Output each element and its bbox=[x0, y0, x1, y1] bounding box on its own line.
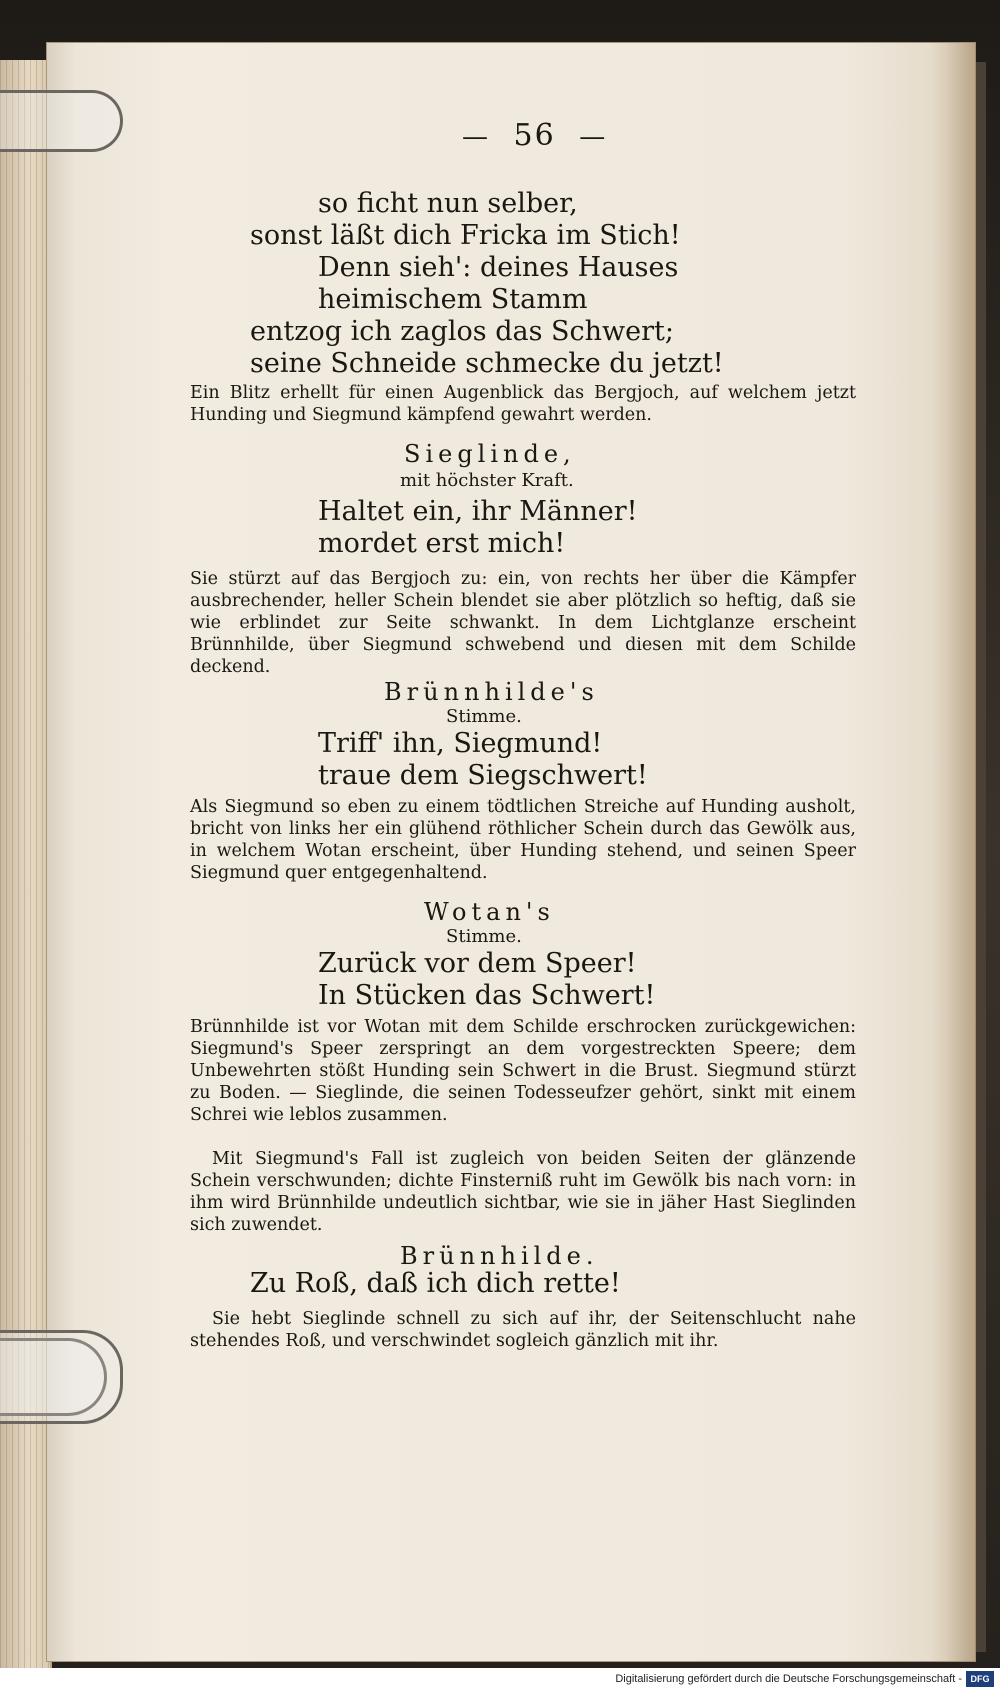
dfg-logo: DFG bbox=[966, 1671, 994, 1687]
page-clip-bottom-inner bbox=[0, 1338, 107, 1416]
page-shadow bbox=[976, 62, 986, 1652]
character-direction: Stimme. bbox=[446, 926, 522, 947]
stage-direction: Sie hebt Sieglinde schnell zu sich auf ihr, der Seitenschlucht nahe stehendes Roß, und verschwindet sogleich gänzlich mit ihr. bbox=[190, 1309, 856, 1351]
page-number-dash: — bbox=[579, 122, 608, 152]
stage-direction: Brünnhilde ist vor Wotan mit dem Schilde erschrocken zurückgewichen: Siegmund's Speer zerspringt an dem vorgestreckten Speere; dem Unbewehrten stößt Hunding sein Schwert in die Brust. Siegmund stürzt zu Boden. — Sieglinde, die seinen Todesseufzer gehört, sinkt mit einem Schrei wie leblos zusammen. bbox=[190, 1017, 856, 1125]
stage-direction: Mit Siegmund's Fall ist zugleich von beiden Seiten der glänzende Schein verschwunden; dichte Finsterniß ruht im Gewölk bis nach vorn: in ihm wird Brünnhilde undeutlich sichtbar, wie sie in jäher Hast Sieglinden sich zuwendet. bbox=[190, 1149, 856, 1235]
page-stack-edge bbox=[0, 60, 52, 1670]
stage-direction: Ein Blitz erhellt für einen Augenblick das Bergjoch, auf welchem jetzt Hunding und Siegmund kämpfend gewahrt werden. bbox=[190, 383, 856, 425]
page-clip-top bbox=[0, 90, 123, 152]
character-name: Wotan's bbox=[424, 898, 555, 926]
character-direction: mit höchster Kraft. bbox=[400, 470, 574, 491]
verse-line: mordet erst mich! bbox=[318, 528, 566, 559]
verse-line: sonst läßt dich Fricka im Stich! bbox=[250, 220, 681, 251]
character-name: Sieglinde, bbox=[404, 440, 576, 468]
verse-line: entzog ich zaglos das Schwert; bbox=[250, 316, 674, 347]
character-name: Brünnhilde. bbox=[400, 1242, 599, 1270]
page-edge-stain bbox=[930, 42, 976, 1662]
page-number-value: 56 bbox=[513, 118, 556, 153]
character-name: Brünnhilde's bbox=[384, 678, 599, 706]
verse-line: Denn sieh': deines Hauses bbox=[318, 252, 679, 283]
verse-line: In Stücken das Schwert! bbox=[318, 980, 656, 1011]
verse-line: Triff' ihn, Siegmund! bbox=[318, 728, 603, 759]
verse-line: heimischem Stamm bbox=[318, 284, 588, 315]
verse-line: seine Schneide schmecke du jetzt! bbox=[250, 348, 724, 379]
verse-line: so ficht nun selber, bbox=[318, 188, 578, 219]
page-number-dash: — bbox=[462, 122, 490, 152]
stage-direction: Sie stürzt auf das Bergjoch zu: ein, von rechts her über die Kämpfer ausbrechender, heller Schein blendet sie aber plötzlich so heftig, daß sie wie erblindet zur Seite schwankt. In dem Lichtglanze erscheint Brünnhilde, über Siegmund schwebend und diesen mit dem Schilde deckend. bbox=[190, 569, 856, 677]
verse-line: Zurück vor dem Speer! bbox=[318, 948, 637, 979]
stage-direction: Als Siegmund so eben zu einem tödtlichen Streiche auf Hunding ausholt, bricht von links her ein glühend röthlicher Schein durch das Gewölk aus, in welchem Wotan erscheint, über Hunding stehend, und seinen Speer Siegmund quer entgegenhaltend. bbox=[190, 797, 856, 883]
verse-line: Haltet ein, ihr Männer! bbox=[318, 496, 638, 527]
footer-credit: Digitalisierung gefördert durch die Deutsche Forschungsgemeinschaft - bbox=[615, 1673, 962, 1685]
page-number bbox=[462, 118, 607, 153]
verse-line: traue dem Siegschwert! bbox=[318, 760, 648, 791]
character-direction: Stimme. bbox=[446, 706, 522, 727]
verse-line: Zu Roß, daß ich dich rette! bbox=[250, 1268, 621, 1299]
digitization-footer bbox=[0, 1668, 1000, 1692]
